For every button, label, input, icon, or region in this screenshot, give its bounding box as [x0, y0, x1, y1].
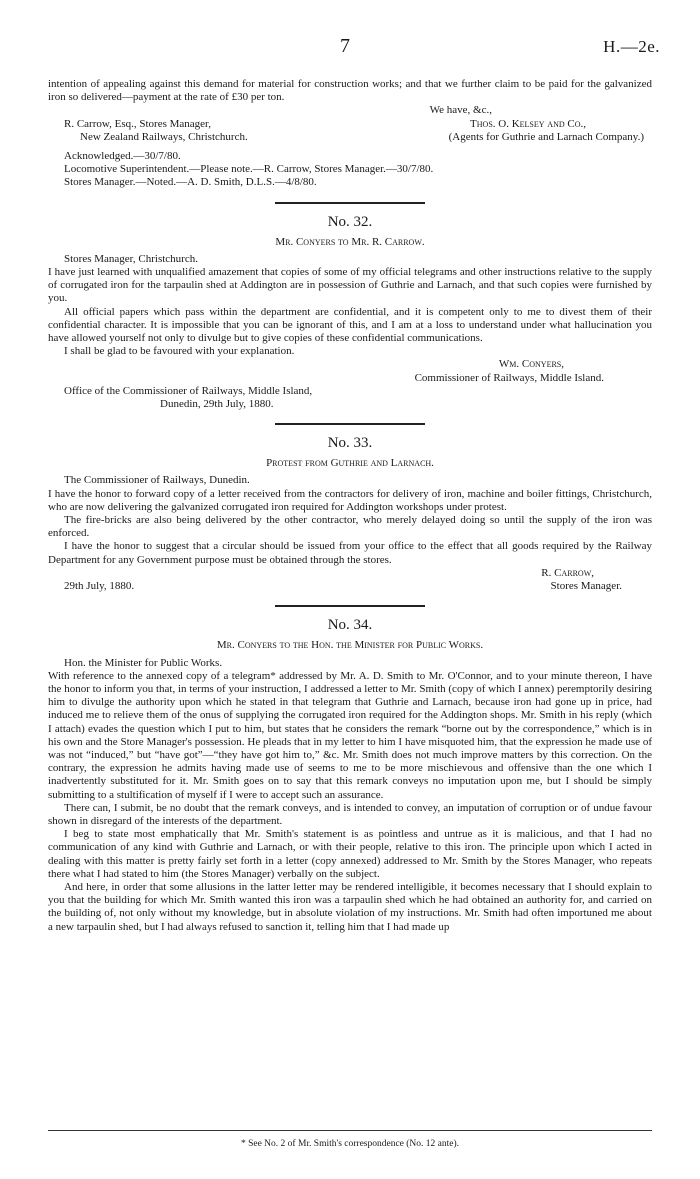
section-34-paragraph-2: There can, I submit, be no doubt that the remark conveys, and is intended to convey, an imputation of corruption or of undue favour shown in disregard of the interests of the department. [48, 801, 652, 827]
section-33-paragraph-3: I have the honor to suggest that a circular should be issued from your office to the effect that all goods required by the Railway Department for any Government purpose must be obtained through the stores. [48, 540, 652, 566]
section-33-paragraph-2: The fire-bricks are also being delivered by the other contractor, who merely delayed doing so until the supply of the iron was enforced. [48, 514, 652, 540]
section-divider [275, 423, 425, 425]
section-32-signature-title: Commissioner of Railways, Middle Island. [414, 371, 604, 384]
section-33-addressee: The Commissioner of Railways, Dunedin. [64, 474, 250, 487]
page-header [0, 35, 700, 62]
series-reference: H.—2e. [603, 37, 660, 56]
footnote-divider [48, 1130, 652, 1131]
section-32-date: Dunedin, 29th July, 1880. [160, 398, 274, 411]
section-34-addressee: Hon. the Minister for Public Works. [64, 656, 223, 669]
section-33-date-line [48, 580, 652, 593]
intro-note-2: Stores Manager.—Noted.—A. D. Smith, D.L.S.—4/8/80. [64, 176, 317, 189]
page-number: 7 [340, 35, 350, 57]
section-33-signature-title: Stores Manager. [550, 580, 622, 593]
section-34-number: No. 34. [327, 617, 373, 634]
section-32-addressee: Stores Manager, Christchurch. [64, 252, 198, 265]
section-33-signature: R. Carrow, [541, 566, 594, 579]
intro-paragraph: intention of appealing against this demand for material for construction works; and that we further claim to be paid for the galvanized iron so delivered—payment at the rate of £30 per ton. [48, 78, 652, 104]
intro-address-line-2 [48, 131, 652, 144]
section-34-title: Mr. Conyers to the Hon. the Minister for Public Works. [216, 639, 484, 652]
section-34-paragraph-4: And here, in order that some allusions in the latter letter may be rendered intelligible, it becomes necessary that I should explain to you that the building for which Mr. Smith wanted this iron was a tarpaulin shed which he had obtained an authority for, and carried on the building of, not only without my knowledge, but in absolute violation of my instructions. Mr. Smith had often importuned me about a new tarpaulin shed, but I had always refused to sanction it, telling him that I had made up [48, 880, 652, 933]
section-34-paragraph-1: With reference to the annexed copy of a telegram* addressed by Mr. A. D. Smith to Mr. O'Connor, and to your minute thereon, I have the honor to inform you that, in terms of your instruction, I addressed a letter to Mr. Smith (copy of which I annex) peremptorily desiring him to divulge the authority upon which he stated in that telegram that Guthrie and Larnach, because iron had gone up in price, had induced me to relieve them of the onus of supplying the corrugated iron required for the Addington shops. Mr. Smith in his reply (which I attach) evades the question which I put to him, but states that he considers the remark “borne out by the correspondence,” which is in his own and the Store Manager's possession. He pleads that in my letter to him I have misquoted him, that the expression he made use of was not “induced,” but “have got”—“they have got him to,” &c. Mr. Smith does not much improve matters by this correction. On the contrary, the expression he admits having made use of seems to me to be more mischievous and offensive than the one which I inadvertently substituted for it. Mr. Smith goes on to say that this remark conveys no imputation upon me, but I should be simply submitting to a stultification of myself if I were to accept such an assurance. [48, 669, 652, 801]
section-32-number: No. 32. [327, 213, 373, 230]
section-32-title: Mr. Conyers to Mr. R. Carrow. [275, 235, 425, 248]
section-34-paragraph-3: I beg to state most emphatically that Mr. Smith's statement is as pointless and untrue as it is malicious, and that I had no communication of any kind with Guthrie and Larnach, or with their people, relative to this iron. The principle upon which I acted in dealing with this matter is pretty fairly set forth in a letter (copy annexed) addressed to Mr. Smith by the Stores Manager, who repeats there what I had stated to him (the Stores Manager) verbally on the subject. [48, 828, 652, 880]
section-33-number: No. 33. [327, 435, 373, 452]
intro-signatory-1: Thos. O. Kelsey and Co., [470, 117, 586, 130]
section-32-paragraph-2: All official papers which pass within the department are confidential, and it is competent only to me to divest them of their confidential character. It is impossible that you can be ignorant of this, and I am at a loss to understand under what hallucination you have allowed yourself not only to divulge but to give copies of these confidential communications. [48, 305, 652, 345]
section-divider [275, 605, 425, 607]
intro-signatory-2: (Agents for Guthrie and Larnach Company.) [448, 130, 644, 143]
section-32-paragraph-3: I shall be glad to be favoured with your explanation. [64, 345, 295, 358]
section-32-signature: Wm. Conyers, [498, 358, 564, 371]
intro-acknowledged: Acknowledged.—30/7/80. [64, 150, 181, 163]
intro-addressee-2: New Zealand Railways, Christchurch. [80, 130, 248, 143]
section-33-paragraph-1: I have the honor to forward copy of a letter received from the contractors for delivery of iron, machine and boiler fittings, Christchurch, who are now delivering the galvanized corrugated iron required for Addington workshops under protest. [48, 487, 652, 513]
section-32-office: Office of the Commissioner of Railways, Middle Island, [64, 384, 313, 397]
section-divider [275, 202, 425, 204]
document-body [48, 78, 652, 934]
footnote: * See No. 2 of Mr. Smith's correspondence (No. 12 ante). [240, 1139, 460, 1149]
intro-closing: We have, &c., [429, 104, 492, 117]
section-33-date: 29th July, 1880. [64, 580, 135, 593]
intro-note-1: Locomotive Superintendent.—Please note.—R. Carrow, Stores Manager.—30/7/80. [64, 163, 434, 176]
section-32-paragraph-1: I have just learned with unqualified amazement that copies of some of my official telegrams and other instructions relative to the supply of corrugated iron for the tarpaulin shed at Addington are in possession of Guthrie and Larnach, and that such copies were furnished by you. [48, 266, 652, 305]
section-33-title: Protest from Guthrie and Larnach. [266, 457, 434, 470]
intro-addressee-1: R. Carrow, Esq., Stores Manager, [64, 117, 212, 130]
intro-address-line-1 [48, 118, 652, 131]
